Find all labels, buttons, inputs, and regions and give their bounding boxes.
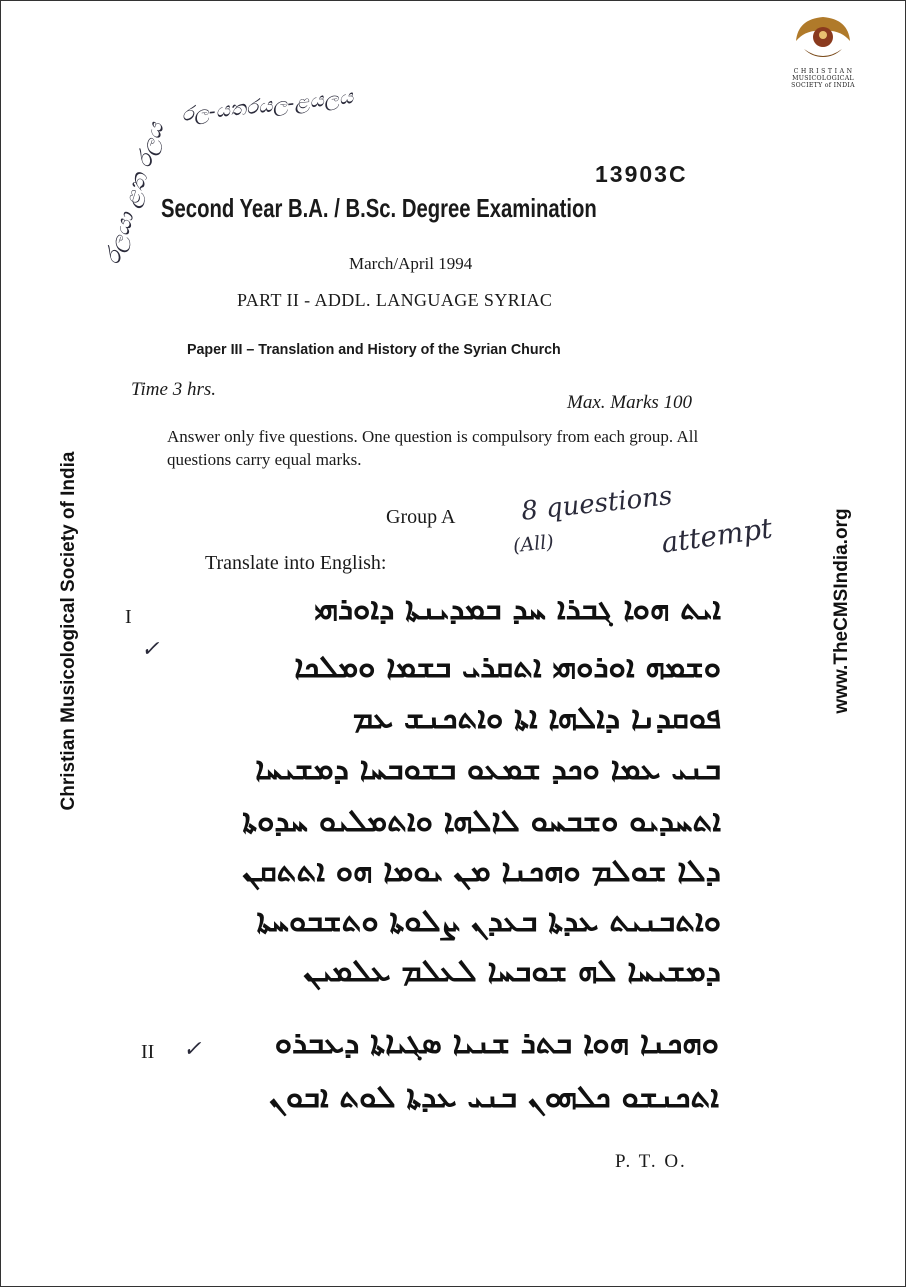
syriac-line-6: ܕܠܐ ܫܘܠܡ ܘܗܟܢܐ ܡܢ ܝܘܡܐ ܗܘ ܐܬܬܩܢ	[242, 853, 721, 889]
exam-time: Time 3 hrs.	[131, 379, 216, 400]
question-number-2: II	[141, 1041, 155, 1063]
exam-title: Second Year B.A. / B.Sc. Degree Examination	[161, 193, 597, 223]
group-heading: Group A	[386, 506, 456, 528]
syriac-line-1: ܐܝܬ ܗܘܐ ܓܒܪܐ ܚܕ ܒܡܕܝܢܬܐ ܕܐܘܪܗܝ	[314, 591, 721, 627]
handwritten-note-attempt: attempt	[659, 511, 775, 560]
syriac-line-8: ܕܡܫܝܚܐ ܠܗ ܫܘܒܚܐ ܠܥܠܡ ܥܠܡܝܢ	[303, 953, 721, 989]
handwritten-note-questions: 8 questions	[519, 481, 674, 527]
checkmark-icon: ✓	[141, 637, 160, 662]
logo-text-line-2: MUSICOLOGICAL	[792, 75, 854, 82]
watermark-left: Christian Musicological Society of India	[58, 451, 79, 811]
exam-date: March/April 1994	[349, 254, 473, 273]
translate-instruction: Translate into English:	[205, 552, 387, 574]
syriac-line-7: ܘܐܬܒܢܝܬ ܥܕܬܐ ܒܥܕܢ ܨܠܘܬܐ ܘܬܫܒܘܚܬܐ	[256, 903, 721, 939]
syriac-line-3: ܦܘܩܕܢܐ ܕܐܠܗܐ ܐܬܐ ܘܐܬܟܢܫ ܥܡ	[352, 700, 721, 736]
syriac-line-4: ܒܢܝ ܥܡܐ ܘܟܕ ܫܡܥܘ ܒܫܘܒܚܐ ܕܡܫܝܚܐ	[255, 751, 721, 787]
exam-code: 13903C	[595, 161, 688, 187]
syriac-line-2: ܘܫܡܗ ܐܘܪܘܗܝ ܐܬܩܪܝ ܒܫܡܐ ܘܡܠܟܐ	[294, 649, 721, 685]
watermark-right: www.TheCMSIndia.org	[831, 508, 852, 714]
syriac-line-5: ܐܬܚܕܝܘ ܘܫܒܚܘ ܠܐܠܗܐ ܘܐܬܡܠܝܘ ܚܕܘܬܐ	[242, 803, 721, 839]
exam-instructions: Answer only five questions. One question is compulsory from each group. All questions carry equal marks.	[167, 427, 699, 469]
exam-paper: Paper III – Translation and History of the Syrian Church	[187, 341, 561, 358]
handwritten-scrawl-margin: රලයා ළත රලය	[100, 119, 170, 268]
cms-logo	[787, 11, 859, 93]
handwritten-note-all: (All)	[511, 530, 555, 558]
syriac-q2-line-2: ܐܬܟܢܫܘ ܟܠܗܘܢ ܒܢܝ ܥܕܬܐ ܠܘܬ ܐܒܘܢ	[269, 1079, 719, 1115]
please-turn-over: P. T. O.	[615, 1151, 687, 1172]
logo-text-line-3: SOCIETY of INDIA	[791, 82, 855, 89]
cms-emblem-icon	[790, 11, 856, 63]
exam-part: PART II - ADDL. LANGUAGE SYRIAC	[237, 290, 553, 310]
checkmark-icon: ✓	[183, 1037, 202, 1062]
question-number-1: I	[125, 606, 132, 628]
handwritten-scrawl-top: රල-යතරයල-ළයලය	[180, 84, 355, 126]
syriac-q2-line-1: ܘܗܟܢܐ ܗܘܐ ܒܬܪ ܫܢܝܐ ܣܓܝܐܬܐ ܕܥܒܪܘ	[274, 1025, 719, 1061]
logo-text-line-1: C H R I S T I A N	[793, 68, 853, 75]
exam-max-marks: Max. Marks 100	[567, 392, 693, 413]
